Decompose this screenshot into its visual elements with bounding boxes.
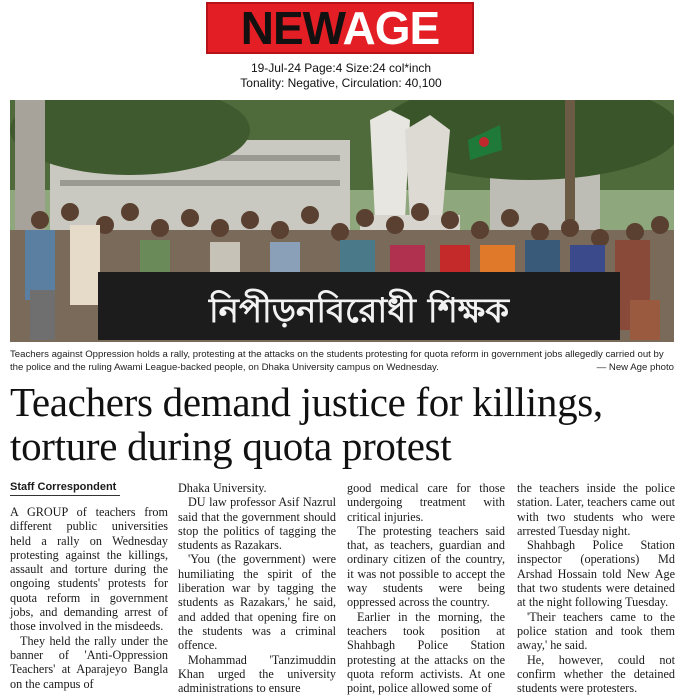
paragraph: 'You (the government) were humiliating the spirit of the liberation war by tagging the students as Razakars,' he said, and added that opening fire on the students was a criminal offence. bbox=[178, 552, 336, 653]
paragraph: Mohammad 'Tanzimuddin Khan urged the university administrations to ensure bbox=[178, 652, 336, 696]
paragraph: DU law professor Asif Nazrul said that the government should stop the politics of tagging the students as Razakars. bbox=[178, 495, 336, 553]
masthead-part-age: AGE bbox=[342, 2, 440, 54]
paragraph: The protesting teachers said that, as teachers, guardian and ordinary citizen of the country, it was not possible to accept the way students were being oppressed across the country. bbox=[347, 523, 505, 610]
paragraph: They held the rally under the banner of 'Anti-Oppression Teachers' at Aparajeyo Bangla on the campus of bbox=[10, 633, 168, 691]
rally-photo-illustration bbox=[10, 100, 674, 342]
protest-banner-text: নিপীড়নবিরোধী শিক্ষক bbox=[208, 291, 510, 331]
newspaper-masthead bbox=[206, 2, 474, 54]
clipping-info-line2: Tonality: Negative, Circulation: 40,100 bbox=[240, 76, 442, 90]
clipping-info-line1: 19-Jul-24 Page:4 Size:24 col*inch bbox=[250, 61, 432, 75]
photo-credit: — New Age photo bbox=[596, 362, 674, 373]
paragraph: Shahbagh Police Station inspector (operations) Md Arshad Hossain told New Age that two students were detained at the night following Tuesday. bbox=[517, 538, 675, 610]
paragraph: 'Their teachers came to the police station and took them away,' he said. bbox=[517, 609, 675, 653]
masthead-part-new: NEW bbox=[240, 2, 343, 54]
article-column-2 bbox=[178, 481, 336, 695]
paragraph: the teachers inside the police station. Later, teachers came out with two students who were arrested Tuesday night. bbox=[517, 481, 675, 538]
headline-line-1: Teachers demand justice for killings, bbox=[10, 379, 603, 425]
article-column-4 bbox=[517, 481, 675, 695]
paragraph: Earlier in the morning, the teachers took position at Shahbagh Police Station protesting at the attacks on the quota reform activists. At one point, police allowed some of bbox=[347, 609, 505, 696]
article-headline bbox=[10, 380, 680, 468]
photo-caption bbox=[10, 348, 674, 374]
masthead-logo bbox=[240, 2, 440, 54]
paragraph: A GROUP of teachers from different public universities held a rally on Wednesday protesting against the killings, assault and torture during the ongoing students' protests for quota reform in government jobs, and demanding arrest of those involved in the misdeeds. bbox=[10, 505, 168, 634]
article-column-3 bbox=[347, 481, 505, 695]
byline: Staff Correspondent bbox=[10, 481, 120, 496]
paragraph: He, however, could not confirm whether the detained students were protesters. bbox=[517, 652, 675, 696]
rally-photo bbox=[10, 100, 674, 342]
paragraph: good medical care for those undergoing treatment with critical injuries. bbox=[347, 481, 505, 524]
article-column-1 bbox=[10, 505, 168, 691]
paragraph: Dhaka University. bbox=[178, 481, 267, 495]
headline-line-2: torture during quota protest bbox=[10, 423, 452, 469]
caption-text: Teachers against Oppression holds a rally, protesting at the attacks on the students protesting for quota reform in government jobs allegedly carried out by the police and the ruling Awami League-backed people, on Dhaka University campus on Wednesday. bbox=[10, 349, 664, 373]
